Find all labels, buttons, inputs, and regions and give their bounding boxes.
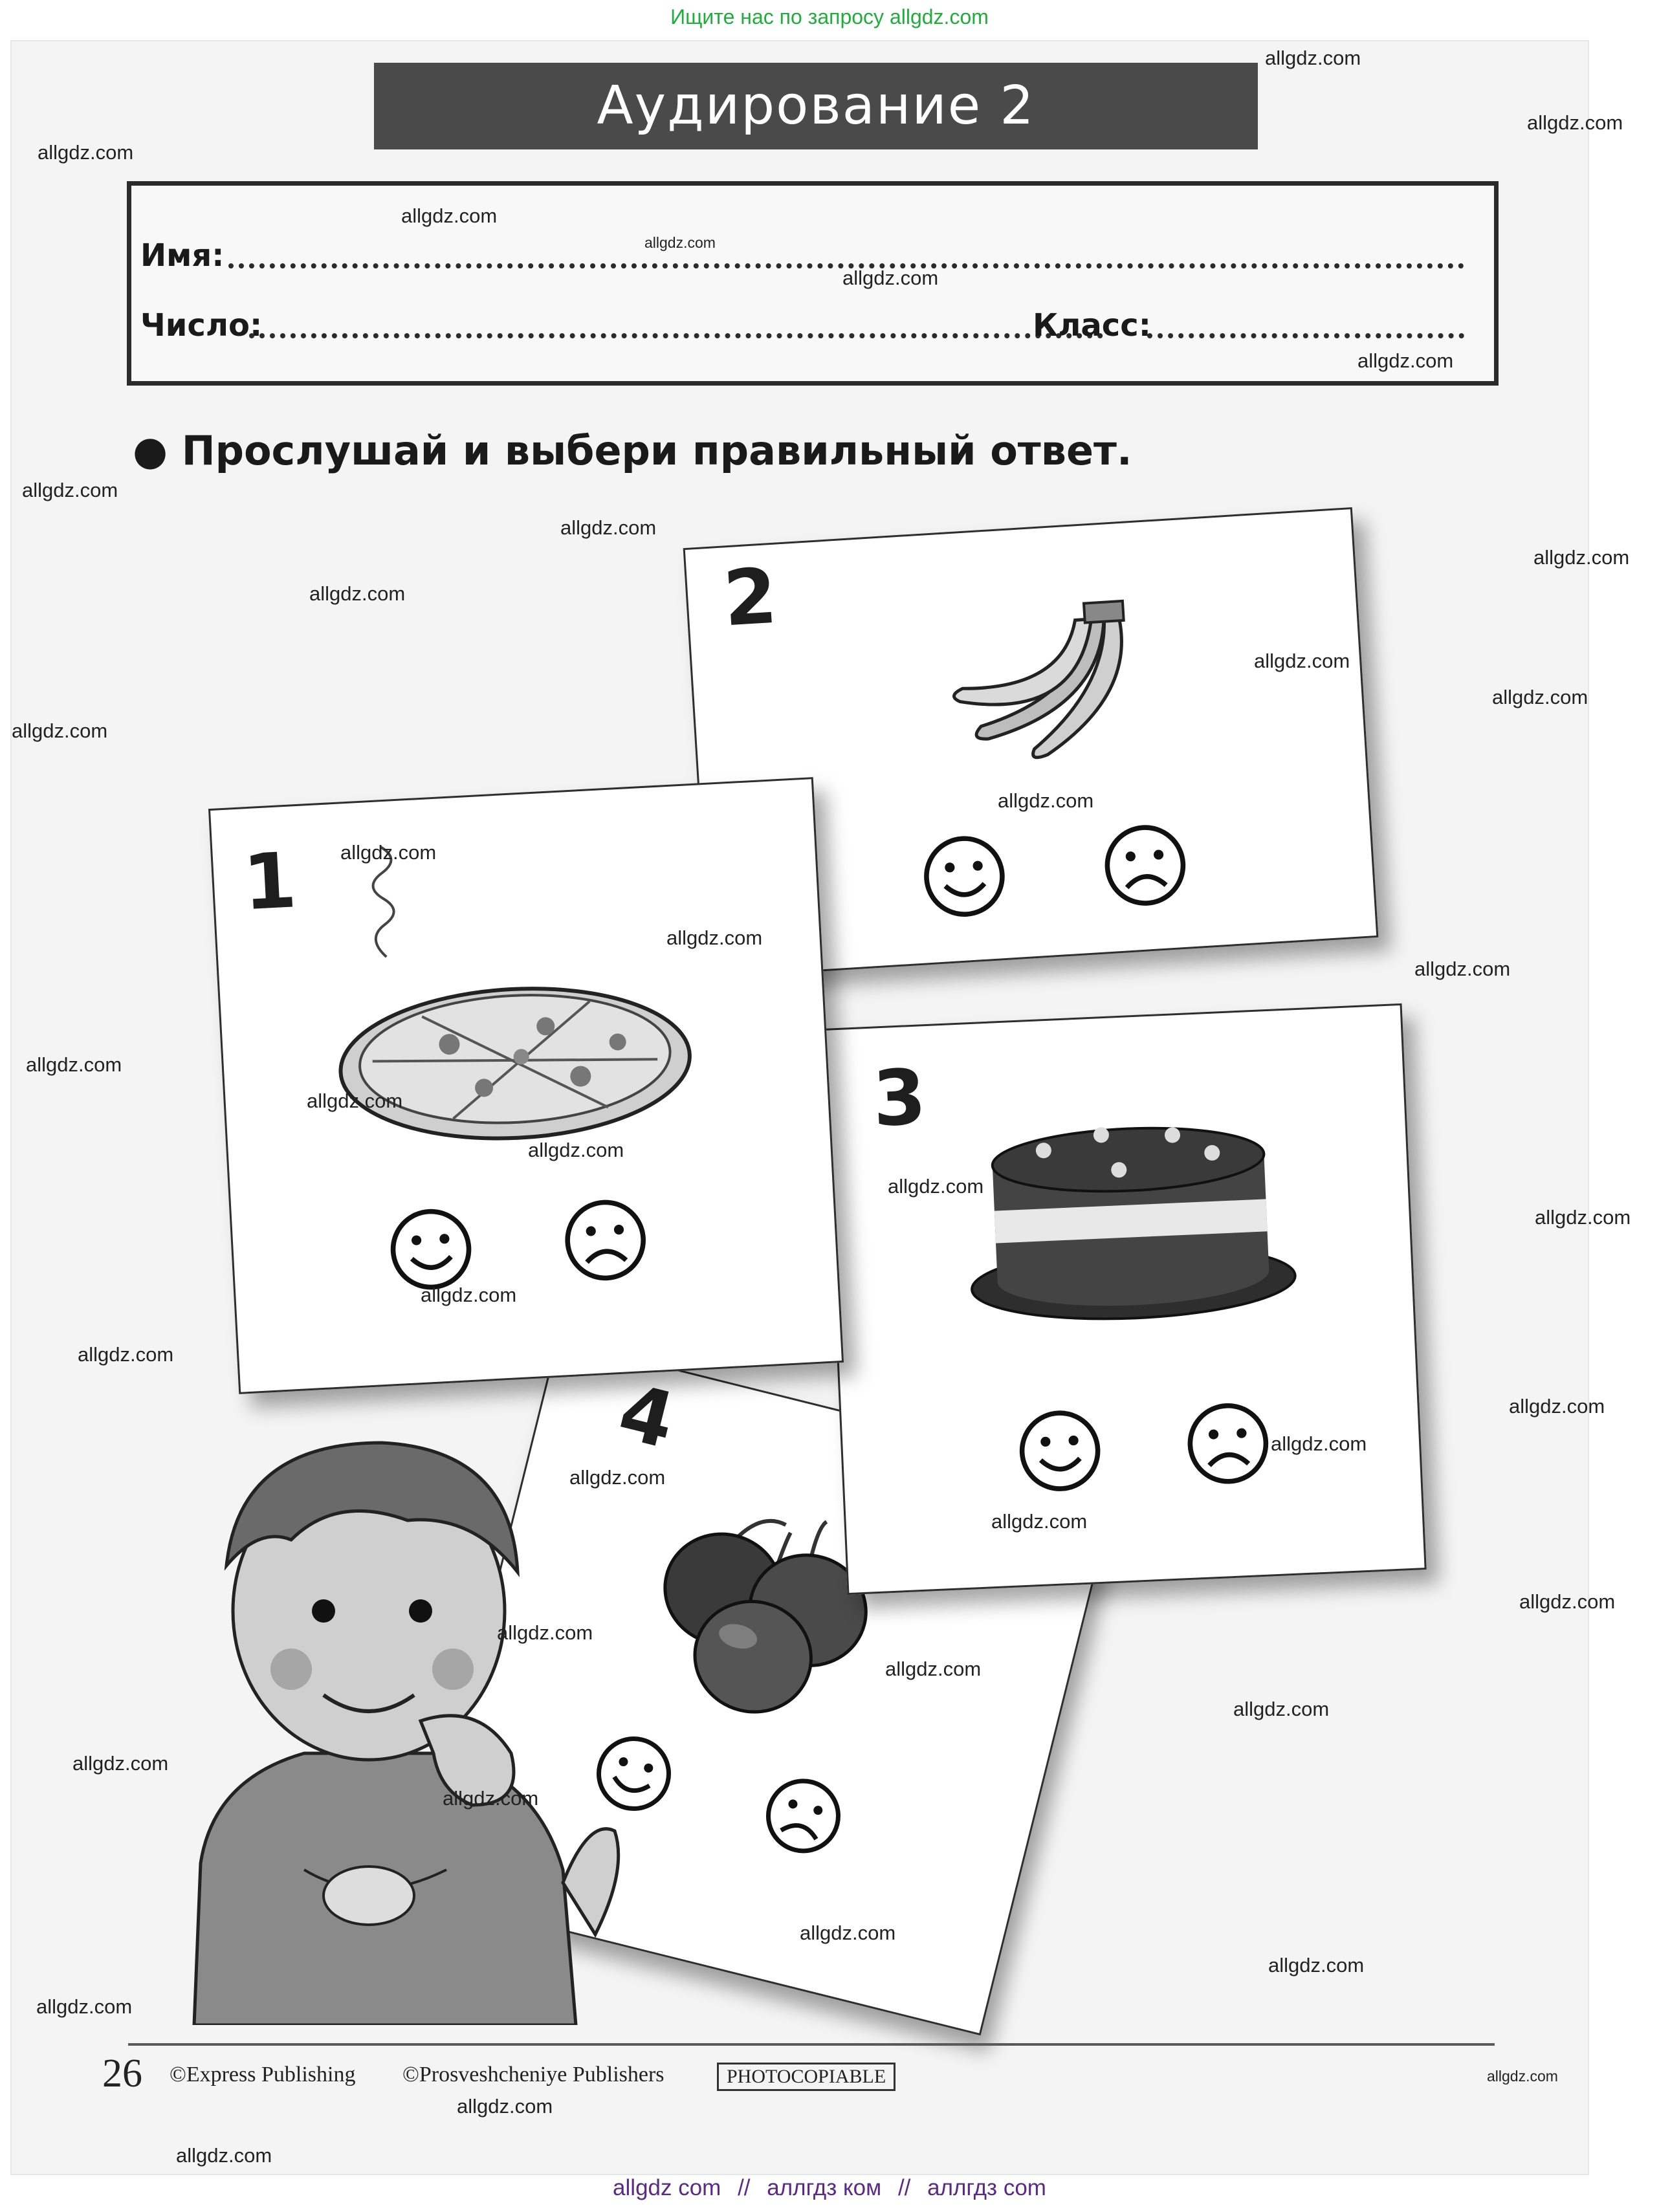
watermark[interactable]: allgdz.com	[12, 719, 108, 742]
boy-illustration	[175, 1417, 641, 2025]
name-label: Имя:	[140, 237, 225, 274]
watermark[interactable]: allgdz.com	[1533, 546, 1630, 569]
watermark[interactable]: allgdz.com	[401, 204, 498, 227]
watermark[interactable]: allgdz.com	[26, 1053, 122, 1076]
watermark[interactable]: allgdz.com	[340, 841, 437, 864]
watermark[interactable]: allgdz.com	[78, 1343, 174, 1366]
watermark[interactable]: allgdz.com	[1271, 1432, 1367, 1455]
watermark[interactable]: allgdz.com	[421, 1284, 517, 1306]
watermark[interactable]: allgdz.com	[1487, 2068, 1558, 2085]
card-4-number: 4	[610, 1366, 684, 1466]
photocopiable-label: PHOTOCOPIABLE	[717, 2063, 895, 2091]
watermark[interactable]: allgdz.com	[176, 2144, 272, 2167]
happy-face-icon[interactable]	[387, 1205, 476, 1294]
card-3-number: 3	[871, 1052, 928, 1144]
watermark[interactable]: allgdz.com	[22, 479, 118, 501]
bullet-icon: ●	[133, 427, 182, 474]
watermark[interactable]: allgdz.com	[991, 1510, 1088, 1533]
cake-icon	[958, 1101, 1303, 1335]
watermark[interactable]: allgdz.com	[528, 1139, 624, 1161]
sad-face-icon[interactable]	[1184, 1399, 1272, 1487]
watermark[interactable]: allgdz.com	[497, 1621, 593, 1644]
watermark[interactable]: allgdz.com	[1535, 1206, 1631, 1229]
sad-face-icon[interactable]	[561, 1196, 650, 1285]
watermark[interactable]: allgdz.com	[1357, 349, 1454, 372]
happy-face-icon[interactable]	[920, 832, 1009, 921]
instruction-heading	[133, 427, 1132, 474]
sad-face-icon[interactable]	[756, 1769, 850, 1863]
bottom-link-allgdz-mixed[interactable]: аллгдз com	[927, 2175, 1046, 2200]
bottom-link-allgdz[interactable]: allgdz com	[613, 2175, 721, 2200]
watermark[interactable]: allgdz.com	[644, 234, 716, 251]
class-field[interactable]	[1147, 333, 1464, 338]
watermark[interactable]: allgdz.com	[1254, 650, 1350, 672]
card-3[interactable]	[822, 1003, 1426, 1595]
card-2-number: 2	[721, 551, 780, 644]
watermark[interactable]: allgdz.com	[842, 267, 939, 289]
bottom-separator: //	[738, 2175, 751, 2200]
watermark[interactable]: allgdz.com	[72, 1752, 169, 1775]
watermark[interactable]: allgdz.com	[800, 1922, 896, 1944]
date-field[interactable]	[249, 333, 1103, 338]
card-1-number: 1	[241, 835, 299, 928]
publisher-express: ©Express Publishing	[170, 2063, 356, 2086]
watermark[interactable]: allgdz.com	[1268, 1954, 1365, 1977]
page-title-bar: Аудирование 2	[374, 63, 1258, 149]
pizza-icon	[330, 967, 701, 1154]
watermark[interactable]: allgdz.com	[443, 1787, 539, 1810]
watermark[interactable]: allgdz.com	[38, 141, 134, 164]
watermark[interactable]: allgdz.com	[569, 1466, 666, 1489]
watermark[interactable]: allgdz.com	[1414, 958, 1511, 980]
watermark[interactable]: allgdz.com	[560, 516, 657, 539]
watermark[interactable]: allgdz.com	[666, 926, 763, 949]
watermark[interactable]: allgdz.com	[309, 582, 406, 605]
card-1[interactable]	[208, 777, 844, 1394]
watermark[interactable]: allgdz.com	[457, 2095, 553, 2118]
publisher-prosveshcheniye: ©Prosveshcheniye Publishers	[402, 2063, 665, 2086]
bottom-separator: //	[897, 2175, 911, 2200]
class-label: Класс:	[1033, 307, 1151, 344]
watermark[interactable]: allgdz.com	[1492, 686, 1588, 708]
bananas-icon	[941, 591, 1186, 799]
date-label: Число:	[140, 307, 263, 344]
footer-divider	[128, 2043, 1495, 2046]
watermark[interactable]: allgdz.com	[1509, 1395, 1605, 1418]
watermark[interactable]: allgdz.com	[1265, 47, 1361, 69]
sad-face-icon[interactable]	[1101, 821, 1190, 910]
page-number: 26	[102, 2052, 142, 2096]
bottom-links	[0, 2175, 1659, 2201]
happy-face-icon[interactable]	[1016, 1407, 1104, 1495]
watermark[interactable]: allgdz.com	[1519, 1590, 1616, 1613]
watermark[interactable]: allgdz.com	[36, 1995, 133, 2018]
watermark[interactable]: allgdz.com	[307, 1090, 403, 1112]
watermark[interactable]: allgdz.com	[888, 1175, 984, 1198]
watermark[interactable]: allgdz.com	[1233, 1698, 1330, 1720]
watermark[interactable]: allgdz.com	[885, 1658, 982, 1680]
top-search-banner[interactable]: Ищите нас по запросу allgdz.com	[670, 5, 989, 28]
instruction-text: Прослушай и выбери правильный ответ.	[181, 427, 1132, 474]
student-info-box	[127, 181, 1499, 386]
bottom-link-allgdz-ru[interactable]: аллгдз ком	[767, 2175, 882, 2200]
watermark[interactable]: allgdz.com	[1527, 111, 1623, 134]
watermark[interactable]: allgdz.com	[998, 789, 1094, 812]
